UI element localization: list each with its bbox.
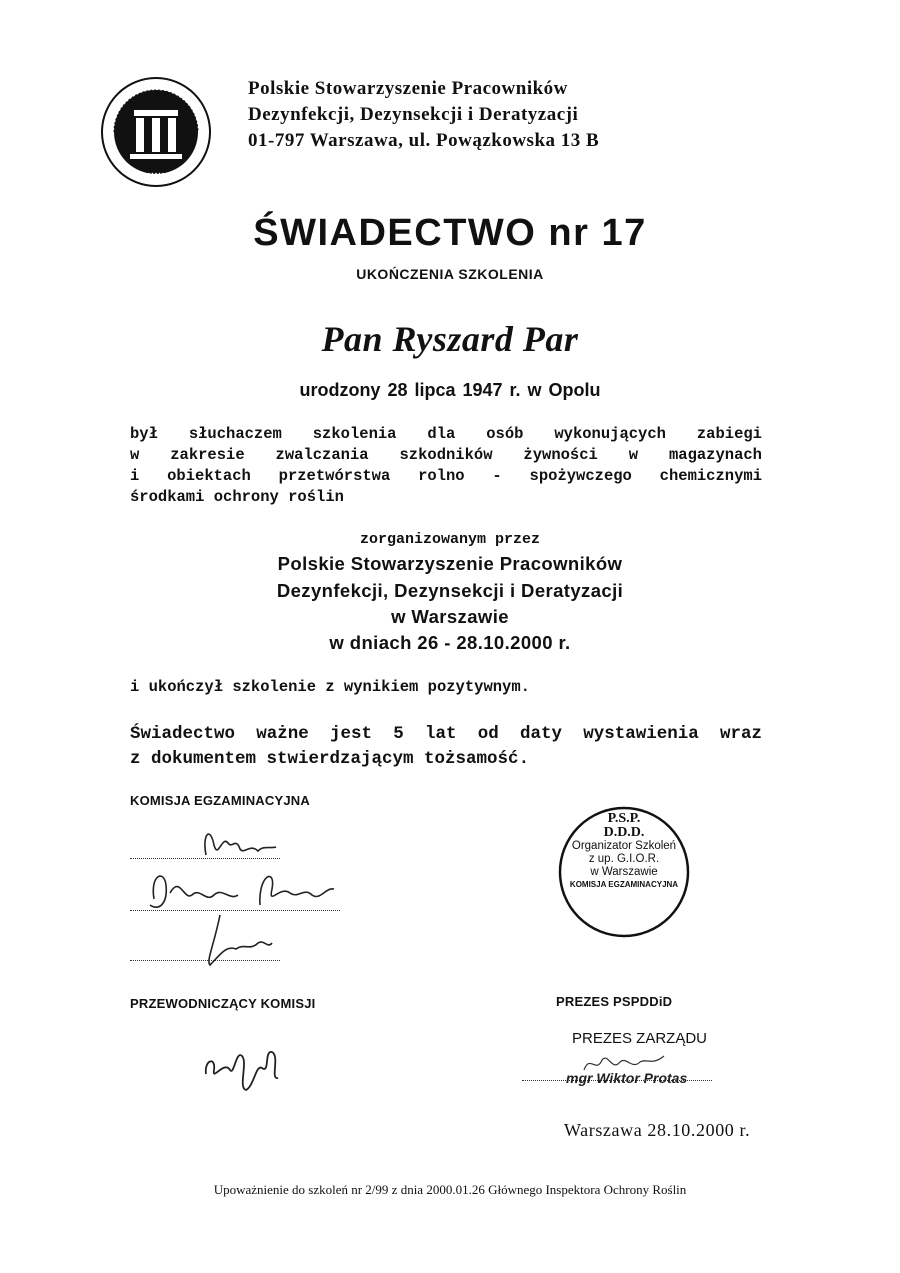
- validity-line: Świadectwo ważne jest 5 lat od daty wystawienia wraz: [130, 724, 762, 744]
- certificate-title: ŚWIADECTWO nr 17: [253, 212, 647, 254]
- birth-info: urodzony 28 lipca 1947 r. w Opolu: [299, 380, 601, 400]
- header-org-line1: Polskie Stowarzyszenie Pracowników: [248, 78, 568, 99]
- recipient-name: Pan Ryszard Par: [321, 319, 579, 359]
- organizer-line: w Warszawie: [391, 606, 509, 627]
- stamp-line: P.S.P.: [607, 811, 641, 826]
- commission-signatures: [140, 815, 370, 975]
- stamp-text: [556, 812, 692, 891]
- president-stamp-title: PREZES ZARZĄDU: [572, 1030, 708, 1047]
- course-line: w zakresie zwalczania szkodników żywności w magazynach: [130, 446, 762, 464]
- chair-label: PRZEWODNICZĄCY KOMISJI: [130, 996, 316, 1011]
- svg-text:•••••: •••••: [147, 171, 165, 178]
- chair-signature: [200, 1030, 300, 1100]
- course-line: i obiektach przetwórstwa rolno - spożywczego chemicznymi: [130, 467, 762, 485]
- president-name: mgr Wiktor Protas: [566, 1070, 688, 1086]
- commission-label: KOMISJA EGZAMINACYJNA: [130, 793, 310, 808]
- president-label: PREZES PSPDDiD: [556, 994, 673, 1009]
- stamp-line: w Warszawie: [590, 866, 658, 878]
- certificate-subtitle: UKOŃCZENIA SZKOLENIA: [356, 266, 544, 282]
- stamp-line: D.D.D.: [603, 825, 645, 840]
- course-line: środkami ochrony roślin: [130, 488, 344, 506]
- course-dates: w dniach 26 - 28.10.2000 r.: [329, 632, 571, 653]
- validity-line: z dokumentem stwierdzającym tożsamość.: [130, 749, 530, 769]
- stamp-line: Organizator Szkoleń: [571, 840, 677, 852]
- result-text: i ukończył szkolenie z wynikiem pozytywnym.: [130, 678, 530, 696]
- stamp-line: KOMISJA EGZAMINACYJNA: [569, 880, 679, 889]
- stamp-line: z up. G.I.O.R.: [588, 853, 660, 865]
- header-address: 01-797 Warszawa, ul. Powązkowska 13 B: [248, 130, 600, 151]
- validity-text: [130, 722, 762, 772]
- organizer-line: Polskie Stowarzyszenie Pracowników: [277, 553, 623, 574]
- course-line: był słuchaczem szkolenia dla osób wykonujących zabiegi: [130, 425, 762, 443]
- organized-by-label: zorganizowanym przez: [359, 531, 541, 548]
- place-date: Warszawa 28.10.2000 r.: [564, 1120, 751, 1140]
- header-org-line2: Dezynfekcji, Dezynsekcji i Deratyzacji: [248, 104, 579, 125]
- organizer-line: Dezynfekcji, Dezynsekcji i Deratyzacji: [276, 580, 624, 601]
- authorization-footer: Upoważnienie do szkoleń nr 2/99 z dnia 2000.01.26 Głównego Inspektora Ochrony Roślin: [213, 1182, 687, 1197]
- course-description: [130, 424, 762, 508]
- association-seal-icon: [100, 76, 212, 188]
